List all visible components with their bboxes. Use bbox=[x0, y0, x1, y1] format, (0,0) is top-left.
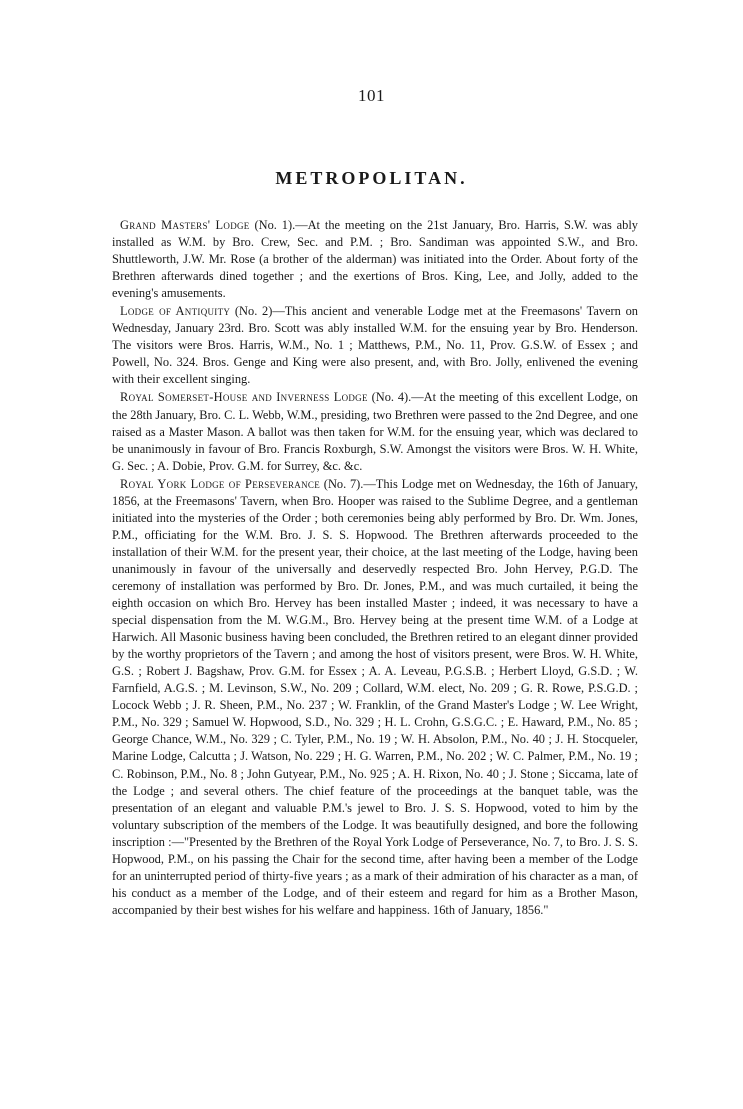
paragraph-text: (No. 1).—At the meeting on the 21st January, Bro. Harris, S.W. was ably installed as W.M. by Bro. Crew, Sec. and P.M. ; Bro. Sandiman was appointed S.W., and Bro. Shuttleworth, J.W. Mr. Rose (a brother of the alderman) was initiated into the Order. About forty of the Brethren afterwards dined together ; and the exertions of Bros. King, Lee, and Jolly, added to the evening's amusements. bbox=[112, 218, 639, 301]
lodge-heading: Royal Somerset-House and Inverness Lodge bbox=[120, 390, 368, 405]
paragraph-lodge-of-antiquity bbox=[112, 303, 638, 388]
lodge-heading: Lodge of Antiquity bbox=[120, 304, 231, 319]
paragraph-text: (No. 2)—This ancient and venerable Lodge met at the Freemasons' Tavern on Wednesday, January 23rd. Bro. Scott was ably installed W.M. for the ensuing year by Bro. Henderson. The visitors were Bros. Harris, W.M., No. 1 ; Matthews, P.M., No. 11, Prov. G.S.W. of Essex ; and Powell, No. 324. Bros. Genge and King were also present, and, with Bro. Jolly, enlivened the evening with their excellent singing. bbox=[112, 304, 638, 387]
page-number: 101 bbox=[358, 86, 385, 105]
lodge-heading: Grand Masters' Lodge bbox=[120, 218, 250, 232]
paragraph-text: (No. 7).—This Lodge met on Wednesday, the 16th of January, 1856, at the Freemasons' Tavern, when Bro. Hooper was raised to the Sublime Degree, and a gentleman initiated into the mysteries of the Order ; both ceremonies being ably performed by Bro. Dr. Wm. Jones, P.M., officiating for the W.M. Bro. J. S. S. Hopwood. The Brethren afterwards proceeded to the installation of their W.M. for the present year, their choice, at the last meeting of the Lodge, having been unanimously in favour of the universally and deservedly respected Bro. John Hervey, P.G.D. The ceremony of installation was performed by Bro. Dr. Jones, P.M., and was much curtailed, it being the eighth occasion on which Bro. Hervey has been installed Master ; indeed, it was necessary to have a special dispensation from the M. W.G.M., Bro. Hervey being at the present time W.M. of a Lodge at Harwich. All Masonic business having been concluded, the Brethren retired to an elegant dinner provided by the worthy proprietors of the Tavern ; and among the host of visitors present, were Bros. W. H. White, G.S. ; Robert J. Bagshaw, Prov. G.M. for Essex ; A. A. Leveau, P.G.S.B. ; Herbert Lloyd, G.S.D. ; W. Farnfield, A.G.S. ; M. Levinson, S.W., No. 209 ; Collard, W.M. elect, No. 209 ; G. R. Rowe, P.S.G.D. ; Locock Webb ; J. R. Sheen, P.M., No. 237 ; W. Franklin, of the Grand Master's Lodge ; W. Lee Wright, P.M., No. 329 ; Samuel W. Hopwood, S.D., No. 329 ; H. L. Crohn, G.S.G.C. ; E. Haward, P.M., No. 85 ; George Chance, W.M., No. 329 ; C. Tyler, P.M., No. 19 ; W. H. Absolon, P.M., No. 40 ; J. H. Stocqueler, Marine Lodge, Calcutta ; J. Watson, No. 229 ; H. G. Warren, P.M., No. 202 ; W. C. Palmer, P.M., No. 19 ; C. Robinson, P.M., No. 8 ; John Gutyear, P.M., No. 925 ; A. H. Rixon, No. 40 ; J. Stone ; Siccama, late of the Lodge ; and several others. The chief feature of the proceedings at the banquet table, was the presentation of an elegant and valuable P.M.'s jewel to Bro. J. S. S. Hopwood, voted to him by the voluntary subscription of the members of the Lodge. It was beautifully designed, and bore the following inscription :—"Presented by the Brethren of the Royal York Lodge of Perseverance, No. 7, to Bro. J. S. S. Hopwood, P.M., on his passing the Chair for the second time, after having been a member of the Lodge for an uninterrupted period of thirty-five years ; as a mark of their admiration of his character as a man, of his conduct as a member of the Lodge, and of their esteem and regard for him as a Brother Mason, accompanied by their best wishes for his welfare and happiness. 16th of January, 1856." bbox=[112, 476, 638, 917]
paragraph-royal-somerset-house bbox=[112, 389, 638, 474]
lodge-heading: Royal York Lodge of Perseverance bbox=[120, 476, 321, 491]
section-title: METROPOLITAN. bbox=[275, 168, 468, 188]
paragraph-text: (No. 4).—At the meeting of this excellent Lodge, on the 28th January, Bro. C. L. Webb, W.M., presiding, two Brethren were passed to the 2nd Degree, and one raised as a Master Mason. A ballot was then taken for W.M. for the ensuing year, which was declared to be unanimously in favour of Bro. Francis Roxburgh, S.W. Amongst the visitors were Bros. W. H. White, G. Sec. ; A. Dobie, Prov. G.M. for Surrey, &c. &c. bbox=[112, 390, 638, 473]
article-body bbox=[112, 217, 638, 920]
paragraph-grand-masters-lodge bbox=[112, 217, 638, 302]
paragraph-royal-york-lodge bbox=[112, 476, 638, 919]
